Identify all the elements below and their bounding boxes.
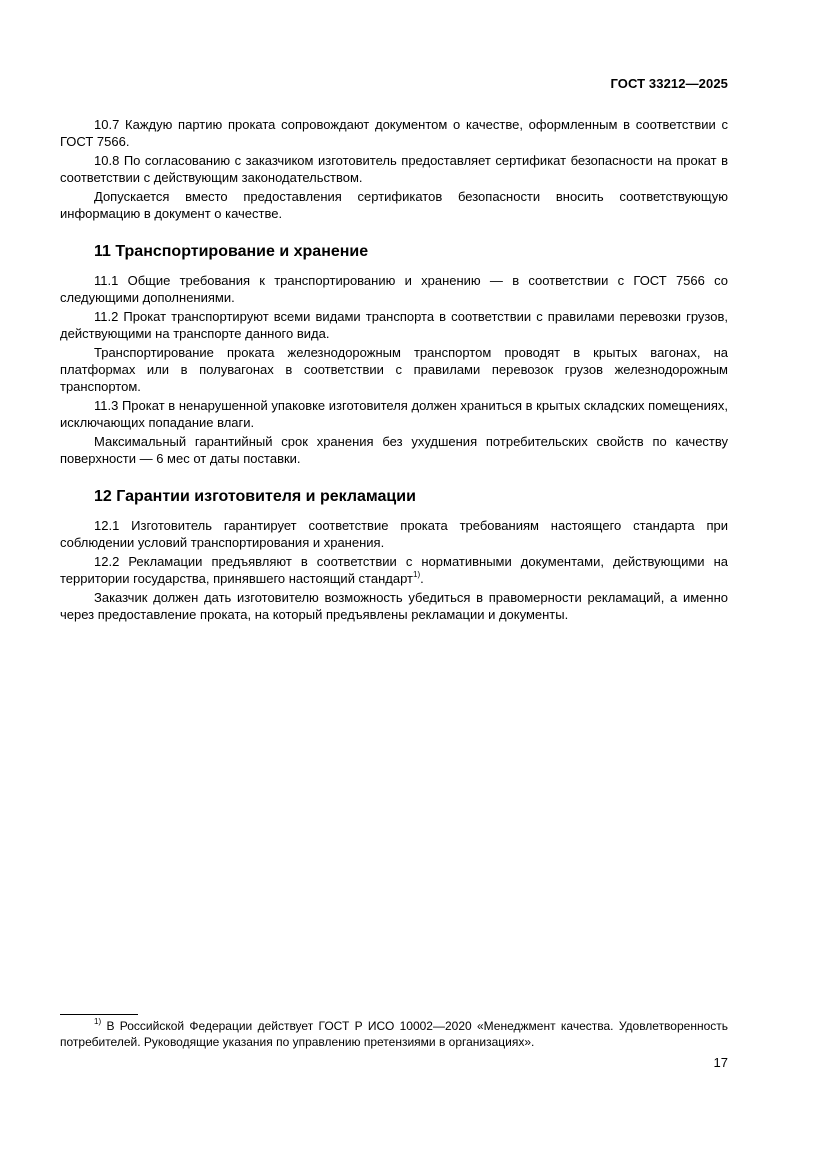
clause-12-2-customer: Заказчик должен дать изготовителю возможность убедиться в правомерности рекламаций, а именно через предоставление проката, на который предъявлены рекламации и документы. <box>60 590 728 622</box>
page-body <box>60 116 728 625</box>
clause-11-1: 11.1 Общие требования к транспортированию и хранению — в соответствии с ГОСТ 7566 со следующими дополнениями. <box>60 273 728 305</box>
section-11-title: 11 Транспортирование и хранение <box>94 243 369 260</box>
footnote <box>60 1018 728 1050</box>
footnote-separator <box>60 1014 138 1015</box>
clause-10-7: 10.7 Каждую партию проката сопровождают документом о качестве, оформленным в соответствии с ГОСТ 7566. <box>60 117 728 149</box>
clause-10-8: 10.8 По согласованию с заказчиком изготовитель предоставляет сертификат безопасности на прокат в соответствии с действующим законодательством. <box>60 153 728 185</box>
section-12-title: 12 Гарантии изготовителя и рекламации <box>94 488 416 505</box>
clause-11-3-term: Максимальный гарантийный срок хранения без ухудшения потребительских свойств по качеству поверхности — 6 мес от даты поставки. <box>60 434 728 466</box>
clause-12-2 <box>60 553 728 587</box>
page-number: 17 <box>713 1055 728 1070</box>
clause-12-2-end: . <box>420 571 424 586</box>
footnote-reference[interactable]: 1) <box>413 570 421 579</box>
footnote-marker: 1) <box>94 1017 102 1026</box>
clause-11-2: 11.2 Прокат транспортируют всеми видами транспорта в соответствии с правилами перевозки грузов, действующими на транспорте данного вида. <box>60 309 728 341</box>
clause-12-1: 12.1 Изготовитель гарантирует соответствие проката требованиям настоящего стандарта при соблюдении условий транспортирования и хранения. <box>60 518 728 550</box>
footnote-text: В Российской Федерации действует ГОСТ Р ИСО 10002—2020 «Менеджмент качества. Удовлетворенность потребителей. Руководящие указания по управлению претензиями в организациях». <box>60 1019 728 1049</box>
clause-12-2-text: 12.2 Рекламации предъявляют в соответствии с нормативными документами, действующими на территории государства, принявшего настоящий стандарт <box>60 554 728 586</box>
clause-11-2-rail: Транспортирование проката железнодорожным транспортом проводят в крытых вагонах, на платформах или в полувагонах в соответствии с правилами перевозок грузов железнодорожным транспортом. <box>60 345 728 394</box>
clause-11-3: 11.3 Прокат в ненарушенной упаковке изготовителя должен храниться в крытых складских помещениях, исключающих попадание влаги. <box>60 398 728 430</box>
document-header-id: ГОСТ 33212—2025 <box>610 76 728 91</box>
clause-10-8-note: Допускается вместо предоставления сертификатов безопасности вносить соответствующую информацию в документ о качестве. <box>60 189 728 221</box>
